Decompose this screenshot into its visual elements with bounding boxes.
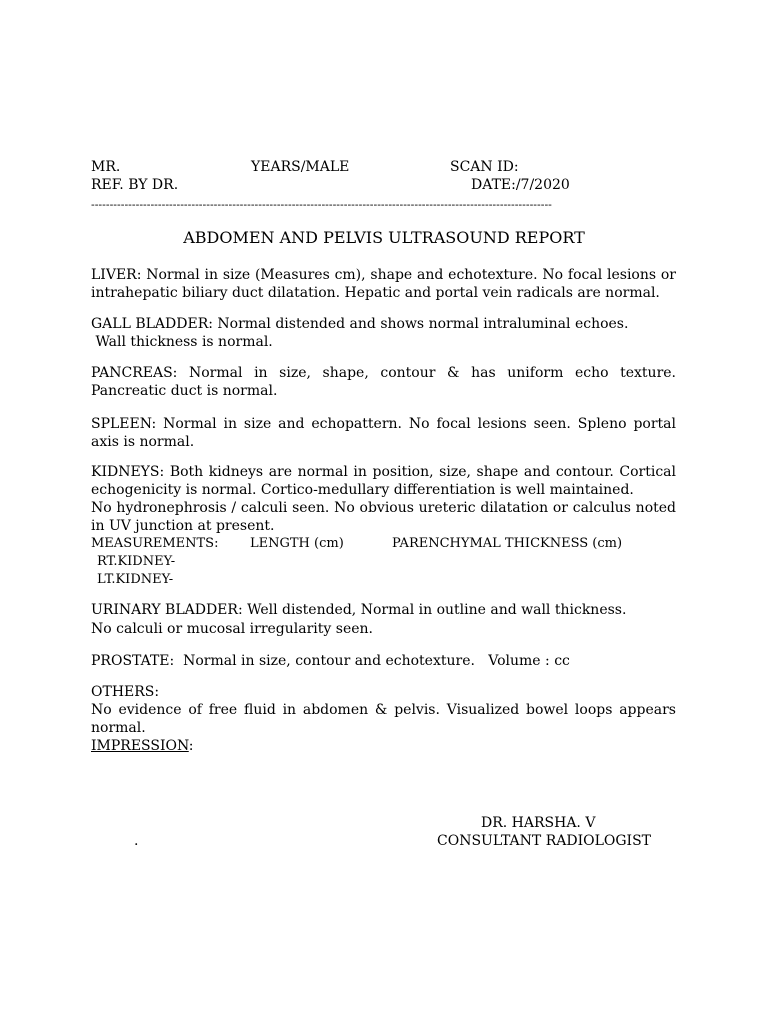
impression-label: IMPRESSION xyxy=(91,738,189,754)
referred-by-label: REF. BY DR. xyxy=(91,177,179,193)
radiologist-role: CONSULTANT RADIOLOGIST xyxy=(437,833,652,849)
measurements-label: MEASUREMENTS: xyxy=(91,536,219,551)
scan-id-label: SCAN ID: xyxy=(450,159,519,175)
report-title: ABDOMEN AND PELVIS ULTRASOUND REPORT xyxy=(183,228,585,247)
report-date: DATE:/7/2020 xyxy=(471,177,570,193)
right-kidney-row: RT.KIDNEY- xyxy=(97,554,176,569)
patient-age-sex-label: YEARS/MALE xyxy=(251,159,350,175)
patient-name-label: MR. xyxy=(91,159,121,175)
gall-bladder-line-1: GALL BLADDER: Normal distended and shows normal intraluminal echoes. xyxy=(91,316,629,332)
left-kidney-row: LT.KIDNEY- xyxy=(97,572,174,587)
liver-section: LIVER: Normal in size (Measures cm), shape and echotexture. No focal lesions or intrahepatic biliary duct dilatation. Hepatic and portal vein radicals are normal. xyxy=(91,267,676,302)
length-column-header: LENGTH (cm) xyxy=(250,536,344,551)
impression-heading xyxy=(91,737,193,755)
others-text: No evidence of free fluid in abdomen & pelvis. Visualized bowel loops appears normal. xyxy=(91,702,676,737)
parenchymal-thickness-column-header: PARENCHYMAL THICKNESS (cm) xyxy=(392,536,623,551)
header-separator: ---------------------------------------------------------------------------------------------------------------------------- xyxy=(91,198,552,211)
others-label: OTHERS: xyxy=(91,684,160,700)
radiologist-name: DR. HARSHA. V xyxy=(481,815,596,831)
prostate-section: PROSTATE: Normal in size, contour and echotexture. Volume : cc xyxy=(91,653,570,669)
urinary-bladder-line-2: No calculi or mucosal irregularity seen. xyxy=(91,621,373,637)
impression-colon: : xyxy=(188,738,194,754)
spleen-section: SPLEEN: Normal in size and echopattern. No focal lesions seen. Spleno portal axis is normal. xyxy=(91,416,676,451)
kidneys-section: KIDNEYS: Both kidneys are normal in position, size, shape and contour. Cortical echogenicity is normal. Cortico-medullary differentiation is well maintained. xyxy=(91,464,676,499)
kidneys-findings: No hydronephrosis / calculi seen. No obvious ureteric dilatation or calculus noted in UV junction at present. xyxy=(91,500,676,535)
signature-dot: . xyxy=(134,833,139,849)
urinary-bladder-line-1: URINARY BLADDER: Well distended, Normal in outline and wall thickness. xyxy=(91,602,627,618)
gall-bladder-line-2: Wall thickness is normal. xyxy=(91,334,273,350)
pancreas-section: PANCREAS: Normal in size, shape, contour & has uniform echo texture. Pancreatic duct is normal. xyxy=(91,365,676,400)
